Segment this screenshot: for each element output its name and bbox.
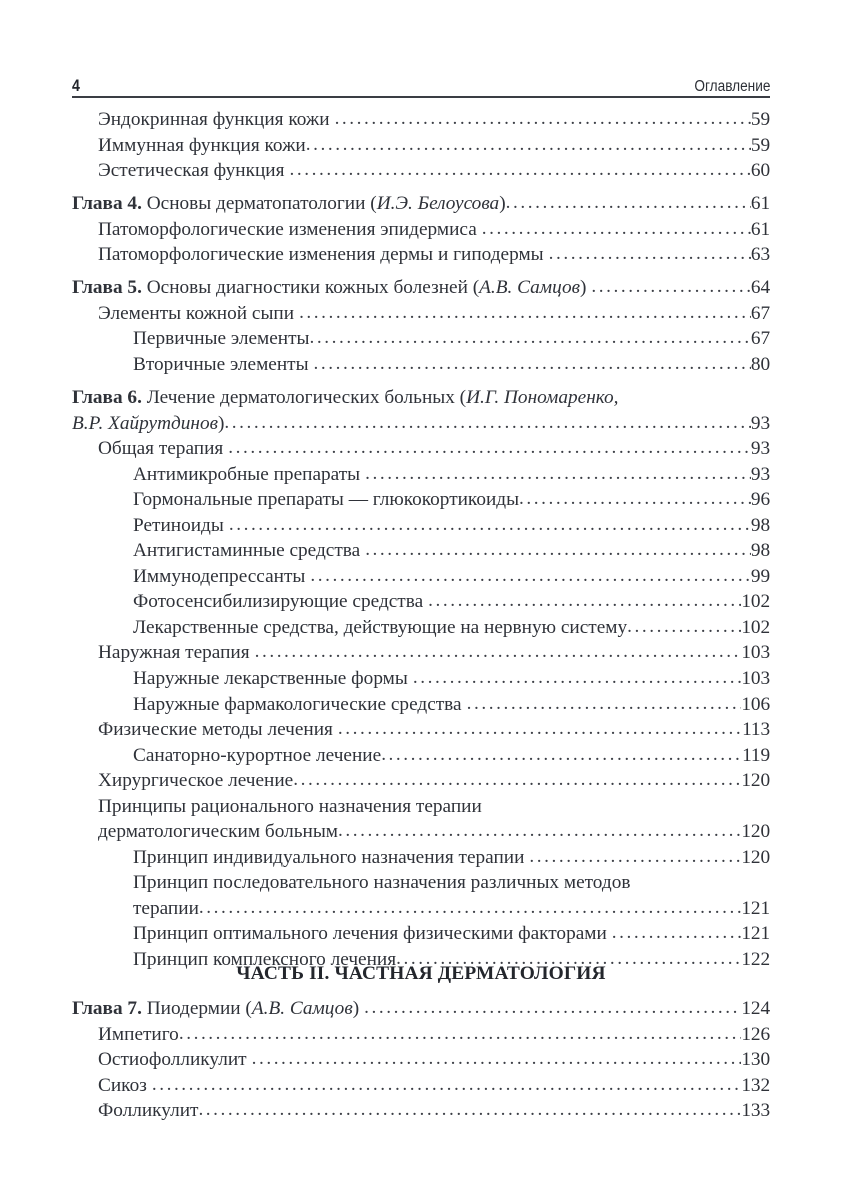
dot-leader [365, 461, 751, 487]
toc-page-number: 93 [750, 412, 770, 434]
chapter-label: Глава 7. [72, 998, 142, 1019]
toc-entry-title [133, 666, 408, 692]
toc-page-number: 120 [741, 846, 770, 868]
toc-entry[interactable] [72, 1022, 770, 1048]
toc-entry-leader-row [98, 107, 770, 133]
toc-entry[interactable] [72, 692, 770, 718]
toc-entry[interactable] [72, 1073, 770, 1099]
toc-entry-leader-row [133, 513, 770, 539]
dot-leader [365, 537, 751, 563]
toc-entry[interactable] [72, 564, 770, 590]
toc-entry-leader-row [133, 352, 770, 378]
toc-page-number: 59 [750, 134, 770, 156]
toc-entry[interactable] [72, 1098, 770, 1124]
toc-entry[interactable] [72, 158, 770, 184]
toc-entry-leader-row [133, 743, 770, 769]
toc-entry[interactable] [72, 717, 770, 743]
toc-entry-text: Элементы кожной сыпи [98, 302, 295, 324]
toc-entry-text: Ретиноиды [133, 514, 224, 536]
dot-leader [179, 1021, 742, 1047]
toc-entry-title [98, 640, 250, 666]
toc-entry-text: Принцип оптимального лечения физическими факторами [133, 923, 607, 945]
toc-page-number: 99 [750, 565, 770, 587]
toc-entry-text: Гормональные препараты — глюкокортикоиды [133, 489, 520, 511]
dot-leader [198, 1097, 741, 1123]
toc-entry[interactable] [72, 640, 770, 666]
toc-page-number: 120 [741, 821, 770, 843]
toc-entry[interactable] [72, 615, 770, 641]
toc-entry-text: Фолликулит [98, 1100, 199, 1122]
toc-page-number: 63 [750, 244, 770, 266]
toc-page-number: 124 [741, 998, 770, 1019]
toc-entry-title [98, 1022, 179, 1048]
running-head-title: Оглавление [693, 77, 770, 95]
toc-entry[interactable] [72, 217, 770, 243]
toc-page-number: 102 [741, 591, 770, 613]
toc-entry-leader-row [98, 133, 770, 159]
dot-leader [381, 742, 742, 768]
header-rule [72, 96, 770, 98]
toc-page-number: 93 [750, 463, 770, 485]
toc-page-number: 98 [750, 540, 770, 562]
toc-page-number: 113 [742, 719, 770, 741]
chapter-label: Глава 5. [72, 277, 142, 299]
dot-leader [255, 639, 742, 665]
dot-leader [252, 1046, 742, 1072]
toc-entry-leader-row [98, 640, 770, 666]
toc-entry-text: Импетиго [98, 1023, 179, 1045]
toc-entry-title [98, 242, 544, 268]
dot-leader [413, 665, 742, 691]
dot-leader [293, 767, 741, 793]
dot-leader [549, 241, 751, 267]
toc-entry-title [133, 564, 305, 590]
toc-page-number: 67 [750, 302, 770, 324]
dot-leader [310, 563, 751, 589]
toc-entry-leader-row [133, 692, 770, 718]
toc-page-number: 120 [741, 770, 770, 792]
toc-entry-title [98, 1073, 147, 1099]
toc-entry-title [133, 589, 423, 615]
dot-leader [506, 190, 751, 216]
dot-leader [364, 995, 741, 1021]
toc-entry-leader-row [133, 845, 770, 871]
toc-list-main [72, 107, 770, 973]
dot-leader [289, 157, 750, 183]
toc-page-number: 80 [750, 353, 770, 375]
toc-entry-line [133, 870, 770, 896]
toc-entry-title [133, 692, 462, 718]
toc-page-number: 96 [750, 489, 770, 511]
toc-entry[interactable] [72, 275, 770, 301]
toc-entry-text: Основы дерматопатологии ( [141, 193, 377, 215]
toc-entry-text: Эндокринная функция кожи [98, 109, 330, 130]
toc-entry-title-continued: терапии [133, 897, 199, 919]
chapter-author: А.В. Самцов [251, 998, 353, 1019]
toc-page-number: 126 [741, 1023, 770, 1045]
dot-leader [299, 300, 751, 326]
toc-entry-title [133, 513, 224, 539]
toc-entry-leader-row [98, 1022, 770, 1048]
toc-entry[interactable] [72, 133, 770, 159]
part-title: ЧАСТЬ II. ЧАСТНАЯ ДЕРМАТОЛОГИЯ [236, 963, 606, 984]
toc-page-number: 59 [750, 109, 770, 130]
toc-entry[interactable] [72, 385, 770, 436]
chapter-author: И.Г. Пономаренко, [466, 386, 619, 408]
dot-leader [224, 410, 751, 436]
toc-entry[interactable] [72, 589, 770, 615]
chapter-label: Глава 6. [72, 386, 142, 408]
toc-entry-title [133, 352, 309, 378]
toc-entry-suffix: ) [352, 998, 360, 1019]
toc-entry-text: Фотосенсибилизирующие средства [133, 591, 424, 613]
running-head [72, 68, 770, 94]
toc-entry-title [133, 845, 524, 871]
toc-entry-title [98, 158, 284, 184]
toc-entry-leader-row [133, 615, 770, 641]
toc-entry[interactable] [72, 768, 770, 794]
toc-entry-leader-row [133, 564, 770, 590]
toc-entry-text: Пиодермии ( [141, 998, 252, 1019]
toc-page-number: 61 [750, 218, 770, 240]
toc-entry-leader-row [98, 1098, 770, 1124]
dot-leader [229, 512, 751, 538]
toc-page-number: 103 [741, 667, 770, 689]
toc-entry-text: Сикоз [98, 1074, 147, 1096]
toc-entry-leader-row [98, 217, 770, 243]
toc-entry-title [98, 133, 306, 159]
toc-entry-title [98, 1047, 247, 1073]
toc-entry[interactable] [72, 242, 770, 268]
toc-entry-text: Наружные лекарственные формы [133, 667, 408, 689]
toc-entry-text: Патоморфологические изменения дермы и гиподермы [98, 244, 544, 266]
dot-leader [338, 716, 742, 742]
toc-entry-text: Основы диагностики кожных болезней ( [141, 277, 480, 299]
toc-page-number: 106 [741, 693, 770, 715]
toc-entry-text: Эстетическая функция [98, 160, 285, 182]
toc-entry-text: Принцип индивидуального назначения терапии [133, 846, 525, 868]
toc-entry-leader-row [133, 921, 770, 947]
toc-entry-leader-row [98, 158, 770, 184]
toc-page-number: 132 [741, 1074, 770, 1096]
toc-page-number: 102 [741, 616, 770, 638]
dot-leader [428, 588, 741, 614]
toc-entry-title [72, 275, 586, 301]
toc-entry-leader-row [133, 326, 770, 352]
toc-entry-leader-row [133, 538, 770, 564]
toc-page-number: 67 [750, 328, 770, 350]
page-folio-number: 4 [72, 76, 80, 95]
toc-entry-title [98, 436, 223, 462]
dot-leader [529, 844, 741, 870]
toc-entry-text: Лекарственные средства, действующие на нервную систему [133, 616, 628, 638]
dot-leader [306, 132, 751, 158]
toc-page-number: 98 [750, 514, 770, 536]
toc-entry-text: Первичные элементы [133, 328, 310, 350]
toc-entry-leader-row [98, 1073, 770, 1099]
chapter-author: А.В. Самцов [479, 277, 580, 299]
toc-entry-title [98, 107, 330, 133]
toc-entry-title [98, 768, 293, 794]
toc-entry-text: Иммунодепрессанты [133, 565, 306, 587]
toc-entry-text: Наружная терапия [98, 642, 250, 664]
toc-entry[interactable] [72, 538, 770, 564]
dot-leader [152, 1072, 742, 1098]
toc-entry-title [98, 717, 333, 743]
toc-entry[interactable] [72, 352, 770, 378]
toc-entry-text: Физические методы лечения [98, 719, 333, 741]
toc-page-number: 133 [741, 1100, 770, 1122]
toc-entry-leader-row [133, 589, 770, 615]
dot-leader [338, 818, 741, 844]
toc-entry[interactable] [72, 436, 770, 462]
toc-entry-leader-row [133, 896, 770, 922]
toc-entry-text: Антигистаминные средства [133, 540, 361, 562]
toc-entry-text: Антимикробные препараты [133, 463, 361, 485]
toc-page-number: 93 [750, 438, 770, 460]
toc-entry-leader-row [98, 717, 770, 743]
dot-leader [335, 106, 751, 132]
toc-entry[interactable] [72, 921, 770, 947]
toc-entry-title [133, 615, 627, 641]
dot-leader [627, 614, 741, 640]
toc-page-number: 119 [742, 744, 770, 766]
toc-page-number: 60 [750, 160, 770, 182]
toc-entry-line [72, 385, 770, 411]
toc-entry-title [98, 1098, 198, 1124]
toc-entry[interactable] [72, 326, 770, 352]
toc-page-number: 103 [741, 642, 770, 664]
toc-entry-text: Хирургическое лечение [98, 770, 294, 792]
toc-entry-leader-row [72, 996, 770, 1022]
toc-entry-text: Остиофолликулит [98, 1049, 247, 1071]
toc-entry-text: Патоморфологические изменения эпидермиса [98, 218, 477, 240]
toc-entry-leader-row [133, 462, 770, 488]
toc-entry-title [72, 411, 224, 437]
dot-leader [309, 325, 750, 351]
toc-entry-leader-row [98, 1047, 770, 1073]
toc-entry-leader-row [98, 436, 770, 462]
chapter-author-continued: В.Р. Хайрутдинов [72, 412, 218, 434]
toc-entry-suffix: ) [499, 193, 506, 215]
toc-entry-title [133, 462, 360, 488]
toc-entry[interactable] [72, 1047, 770, 1073]
toc-entry-text: Иммунная функция кожи [98, 134, 306, 156]
toc-entry[interactable] [72, 845, 770, 871]
toc-entry-title [133, 538, 360, 564]
toc-entry-text: Вторичные элементы [133, 353, 309, 375]
toc-entry-leader-row [72, 411, 770, 437]
toc-entry-title [98, 217, 477, 243]
toc-entry-leader-row [98, 768, 770, 794]
dot-leader [467, 691, 742, 717]
toc-entry[interactable] [72, 513, 770, 539]
toc-entry-title [133, 921, 607, 947]
toc-entry-text: Лечение дерматологических больных ( [141, 386, 467, 408]
toc-entry-title [133, 326, 309, 352]
toc-page-number: 122 [741, 949, 770, 970]
toc-entry[interactable] [72, 870, 770, 921]
toc-entry-text: Наружные фармакологические средства [133, 693, 462, 715]
toc-entry[interactable] [72, 487, 770, 513]
toc-entry[interactable] [72, 666, 770, 692]
toc-entry-title [72, 191, 506, 217]
toc-entry-leader-row [133, 666, 770, 692]
toc-entry-leader-row [98, 242, 770, 268]
toc-entry-leader-row [133, 487, 770, 513]
toc-entry[interactable] [72, 301, 770, 327]
toc-page-number: 121 [741, 923, 770, 945]
toc-page-number: 61 [750, 193, 770, 215]
toc-entry-text: Санаторно-курортное лечение [133, 744, 382, 766]
toc-entry-title [133, 743, 381, 769]
dot-leader [199, 895, 741, 921]
toc-entry[interactable] [72, 462, 770, 488]
toc-entry-title [98, 301, 294, 327]
toc-entry-suffix: ) [217, 412, 225, 434]
toc-entry-leader-row [98, 819, 770, 845]
toc-entry[interactable] [72, 743, 770, 769]
toc-entry-line [98, 794, 770, 820]
toc-entry[interactable] [72, 794, 770, 845]
toc-page-number: 121 [741, 897, 770, 919]
toc-entry-suffix: ) [580, 277, 587, 299]
dot-leader [228, 435, 751, 461]
toc-entry-leader-row [72, 275, 770, 301]
toc-entry[interactable] [72, 107, 770, 133]
toc-entry-title [133, 487, 519, 513]
chapter-author: И.Э. Белоусова [376, 193, 500, 215]
toc-entry-title-continued: дерматологическим больным [98, 821, 338, 843]
dot-leader [519, 486, 751, 512]
toc-entry[interactable] [72, 191, 770, 217]
toc-entry-text: Общая терапия [98, 438, 224, 460]
toc-entry-title [72, 996, 359, 1022]
toc-entry-text: Принцип последовательного назначения различных методов [133, 872, 631, 894]
toc-entry-leader-row [98, 301, 770, 327]
dot-leader [591, 274, 750, 300]
toc-entry[interactable] [72, 996, 770, 1022]
dot-leader [482, 216, 751, 242]
toc-page-number: 64 [750, 277, 770, 299]
toc-entry-text: Принцип комплексного лечения [133, 949, 397, 970]
toc-entry-leader-row [72, 191, 770, 217]
toc-page-number: 130 [741, 1049, 770, 1071]
chapter-label: Глава 4. [72, 193, 142, 215]
toc-entry-text: Принципы рационального назначения терапии [98, 795, 482, 817]
toc-list-tail [72, 996, 770, 1124]
dot-leader [612, 920, 742, 946]
dot-leader [314, 351, 751, 377]
